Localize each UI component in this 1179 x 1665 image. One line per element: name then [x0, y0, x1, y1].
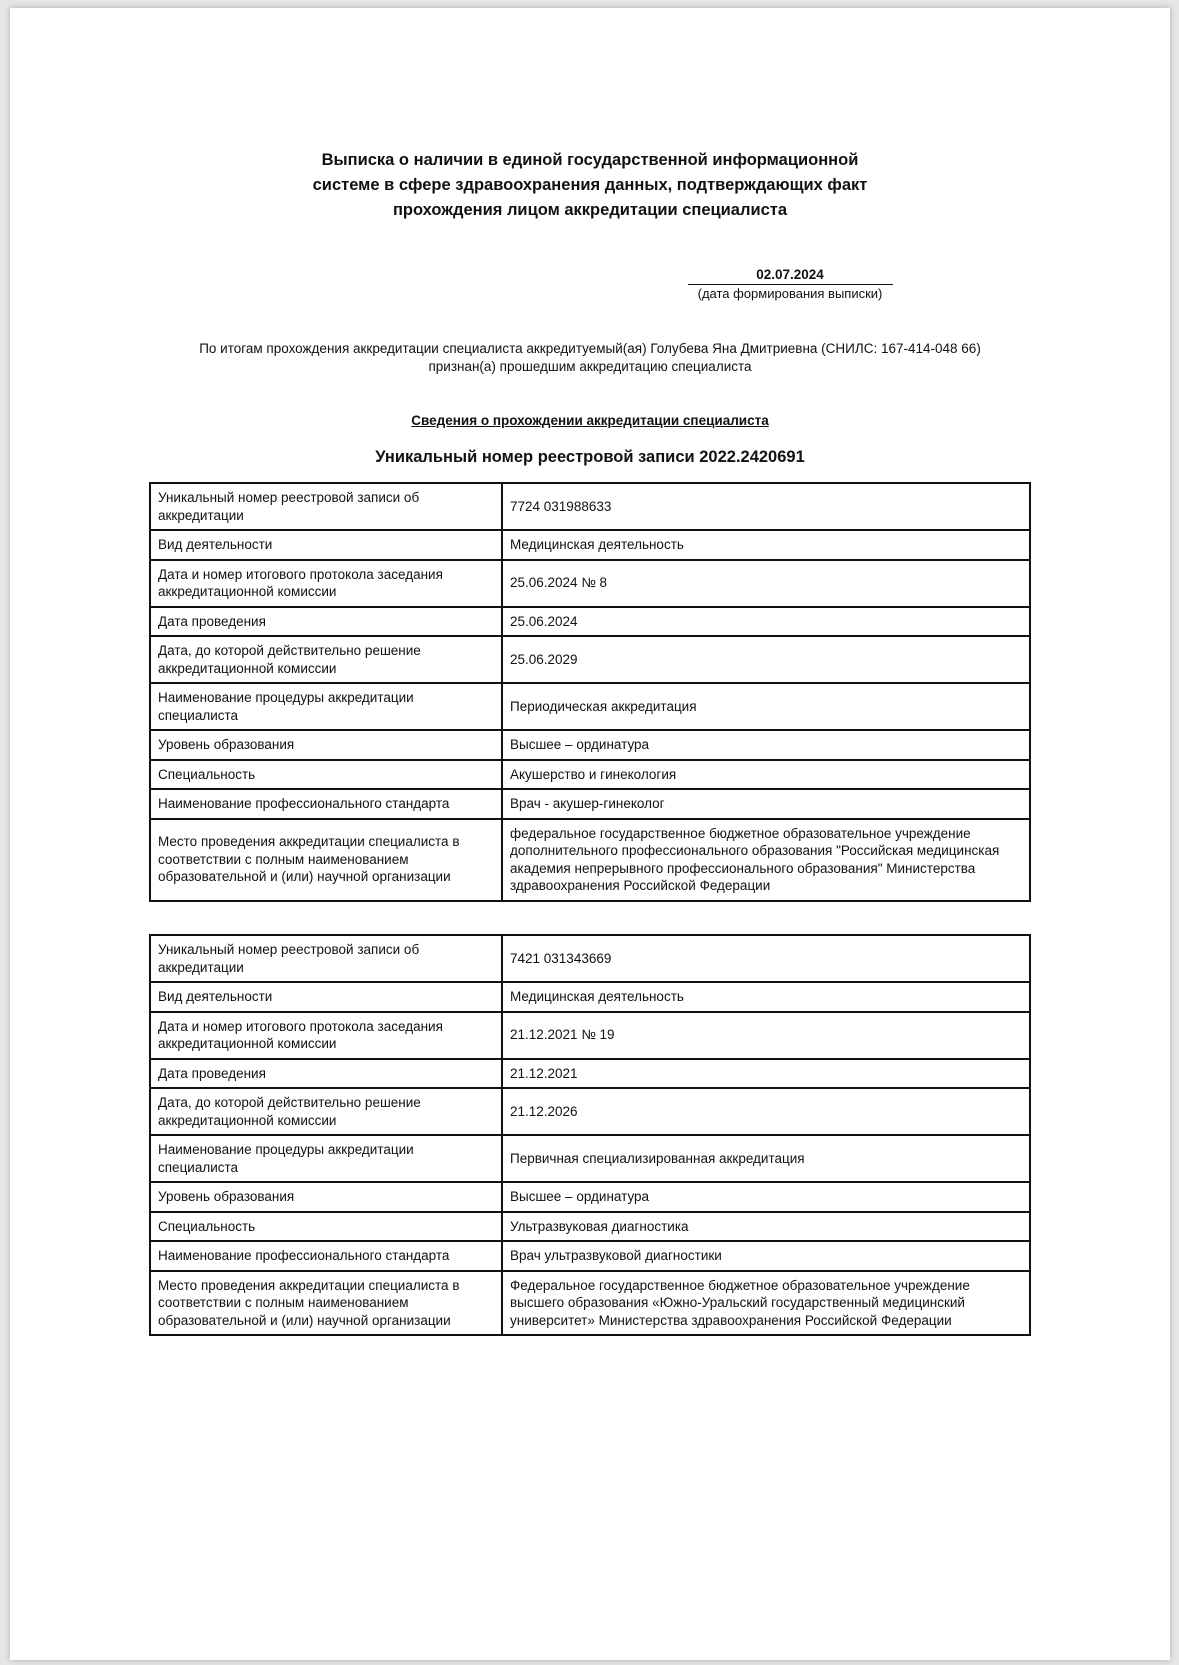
row-value: Ультразвуковая диагностика: [502, 1212, 1030, 1242]
table-row: [150, 1012, 1030, 1059]
table-row: [150, 1241, 1030, 1271]
issue-date: 02.07.2024: [688, 266, 893, 285]
title-line: прохождения лицом аккредитации специалиста: [392, 201, 788, 219]
table-row: [150, 1271, 1030, 1336]
row-label: Дата проведения: [150, 1059, 502, 1089]
intro-line: признан(а) прошедшим аккредитацию специалиста: [428, 359, 752, 374]
row-value: Периодическая аккредитация: [502, 683, 1030, 730]
row-value: Медицинская деятельность: [502, 982, 1030, 1012]
row-value: Медицинская деятельность: [502, 530, 1030, 560]
row-label: Дата, до которой действительно решение аккредитационной комиссии: [150, 636, 502, 683]
table-row: [150, 530, 1030, 560]
table-row: [150, 730, 1030, 760]
row-value: федеральное государственное бюджетное образовательное учреждение дополнительного профессионального образования "Российская медицинская академия непрерывного профессионального образования" Министерства здравоохранения Российской Федерации: [502, 819, 1030, 901]
row-label: Место проведения аккредитации специалиста в соответствии с полным наименованием образовательной и (или) научной организации: [150, 1271, 502, 1336]
row-value: 21.12.2021: [502, 1059, 1030, 1089]
table-row: [150, 1135, 1030, 1182]
table-row: [150, 935, 1030, 982]
table-row: [150, 560, 1030, 607]
row-label: Специальность: [150, 1212, 502, 1242]
row-value: 7724 031988633: [502, 483, 1030, 530]
intro-paragraph: [10, 340, 1170, 376]
row-value: 25.06.2024: [502, 607, 1030, 637]
table-row: [150, 982, 1030, 1012]
accreditation-record-table: [149, 934, 1031, 1336]
table-row: [150, 760, 1030, 790]
row-value: Первичная специализированная аккредитация: [502, 1135, 1030, 1182]
row-label: Специальность: [150, 760, 502, 790]
section-heading: Сведения о прохождении аккредитации специалиста: [411, 413, 769, 428]
row-label: Дата и номер итогового протокола заседания аккредитационной комиссии: [150, 1012, 502, 1059]
accreditation-record-table: [149, 482, 1031, 902]
title-line: системе в сфере здравоохранения данных, подтверждающих факт: [312, 176, 868, 194]
issue-date-caption: (дата формирования выписки): [697, 286, 883, 301]
row-value: 21.12.2021 № 19: [502, 1012, 1030, 1059]
row-label: Дата, до которой действительно решение аккредитационной комиссии: [150, 1088, 502, 1135]
table-row: [150, 1059, 1030, 1089]
table-row: [150, 607, 1030, 637]
document-title: [10, 148, 1170, 223]
row-label: Дата проведения: [150, 607, 502, 637]
row-value: Высшее – ординатура: [502, 1182, 1030, 1212]
table-row: [150, 1088, 1030, 1135]
row-label: Уникальный номер реестровой записи об аккредитации: [150, 483, 502, 530]
table-row: [150, 819, 1030, 901]
row-label: Уровень образования: [150, 1182, 502, 1212]
row-value: 25.06.2024 № 8: [502, 560, 1030, 607]
row-label: Уровень образования: [150, 730, 502, 760]
table-row: [150, 683, 1030, 730]
table-row: [150, 636, 1030, 683]
row-label: Вид деятельности: [150, 982, 502, 1012]
row-label: Вид деятельности: [150, 530, 502, 560]
issue-date-block: [680, 266, 900, 303]
table-row: [150, 1182, 1030, 1212]
document-page: [10, 8, 1170, 1660]
row-label: Дата и номер итогового протокола заседания аккредитационной комиссии: [150, 560, 502, 607]
row-label: Наименование профессионального стандарта: [150, 789, 502, 819]
row-value: 7421 031343669: [502, 935, 1030, 982]
table-row: [150, 789, 1030, 819]
row-label: Место проведения аккредитации специалиста в соответствии с полным наименованием образовательной и (или) научной организации: [150, 819, 502, 901]
registry-number-heading: Уникальный номер реестровой записи 2022.2420691: [375, 448, 805, 466]
row-value: Федеральное государственное бюджетное образовательное учреждение высшего образования «Южно-Уральский государственный медицинский университет» Министерства здравоохранения Российской Федерации: [502, 1271, 1030, 1336]
row-label: Наименование процедуры аккредитации специалиста: [150, 683, 502, 730]
intro-line: По итогам прохождения аккредитации специалиста аккредитуемый(ая) Голубева Яна Дмитриевна (СНИЛС: 167-414-048 66): [199, 341, 981, 356]
table-row: [150, 483, 1030, 530]
row-value: Высшее – ординатура: [502, 730, 1030, 760]
table-row: [150, 1212, 1030, 1242]
row-value: 21.12.2026: [502, 1088, 1030, 1135]
row-value: Врач ультразвуковой диагностики: [502, 1241, 1030, 1271]
row-value: Врач - акушер-гинеколог: [502, 789, 1030, 819]
row-label: Наименование профессионального стандарта: [150, 1241, 502, 1271]
row-label: Уникальный номер реестровой записи об аккредитации: [150, 935, 502, 982]
title-line: Выписка о наличии в единой государственной информационной: [321, 151, 859, 169]
row-value: Акушерство и гинекология: [502, 760, 1030, 790]
row-label: Наименование процедуры аккредитации специалиста: [150, 1135, 502, 1182]
row-value: 25.06.2029: [502, 636, 1030, 683]
